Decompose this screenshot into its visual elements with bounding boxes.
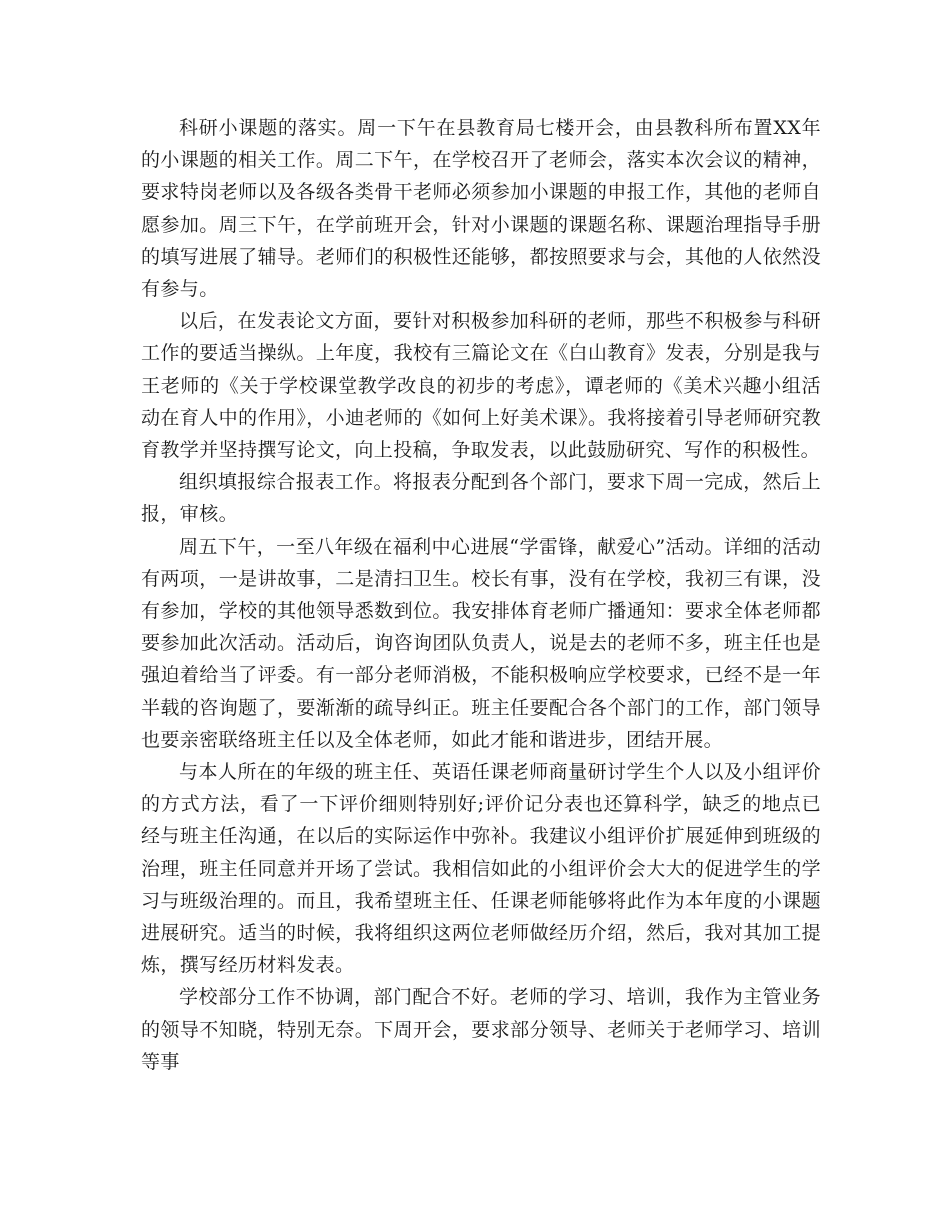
paragraph-report-filing: 组织填报综合报表工作。将报表分配到各个部门，要求下周一完成，然后上报，审核。 [141,471,821,526]
paragraph-research-topics: 科研小课题的落实。周一下午在县教育局七楼开会，由县教科所布置XX年的小课题的相关工作。周二下午，在学校召开了老师会，落实本次会议的精神，要求特岗老师以及各级各类骨干老师必须参加小课题的申报工作，其他的老师自愿参加。周三下午，在学前班开会，针对小课题的课题名称、课题治理指导手册的填写进展了辅导。老师们的积极性还能够，都按照要求与会，其他的人依然没有参与。 [141,117,821,301]
paragraph-friday-activity: 周五下午，一至八年级在福利中心进展“学雷锋，献爱心”活动。详细的活动有两项，一是讲故事，二是清扫卫生。校长有事，没有在学校，我初三有课，没有参加，学校的其他领导悉数到位。我安排体育老师广播通知：要求全体老师都要参加此次活动。活动后，询咨询团队负责人，说是去的老师不多，班主任也是强迫着给当了评委。有一部分老师消极，不能积极响应学校要求，已经不是一年半载的咨询题了，要渐渐的疏导纠正。班主任要配合各个部门的工作，部门领导也要亲密联络班主任以及全体老师，如此才能和谐进步，团结开展。 [141,535,821,751]
paragraph-paper-publication: 以后，在发表论文方面，要针对积极参加科研的老师，那些不积极参与科研工作的要适当操纵。上年度，我校有三篇论文在《白山教育》发表，分别是我与王老师的《关于学校课堂教学改良的初步的考虑》，谭老师的《美术兴趣小组活动在育人中的作用》，小迪老师的《如何上好美术课》。我将接着引导老师研究教育教学并坚持撰写论文，向上投稿，争取发表，以此鼓励研究、写作的积极性。 [141,310,821,462]
paragraph-group-evaluation: 与本人所在的年级的班主任、英语任课老师商量研讨学生个人以及小组评价的方式方法，看了一下评价细则特别好;评价记分表也还算科学，缺乏的地点已经与班主任沟通，在以后的实际运作中弥补。我建议小组评价扩展延伸到班级的治理，班主任同意并开场了尝试。我相信如此的小组评价会大大的促进学生的学习与班级治理的。而且，我希望班主任、任课老师能够将此作为本年度的小课题进展研究。适当的时候，我将组织这两位老师做经历介绍，然后，我对其加工提炼，撰写经历材料发表。 [141,761,821,977]
paragraph-coordination: 学校部分工作不协调，部门配合不好。老师的学习、培训，我作为主管业务的领导不知晓，特别无奈。下周开会，要求部分领导、老师关于老师学习、培训等事 [141,986,821,1073]
document-body [141,112,821,1078]
